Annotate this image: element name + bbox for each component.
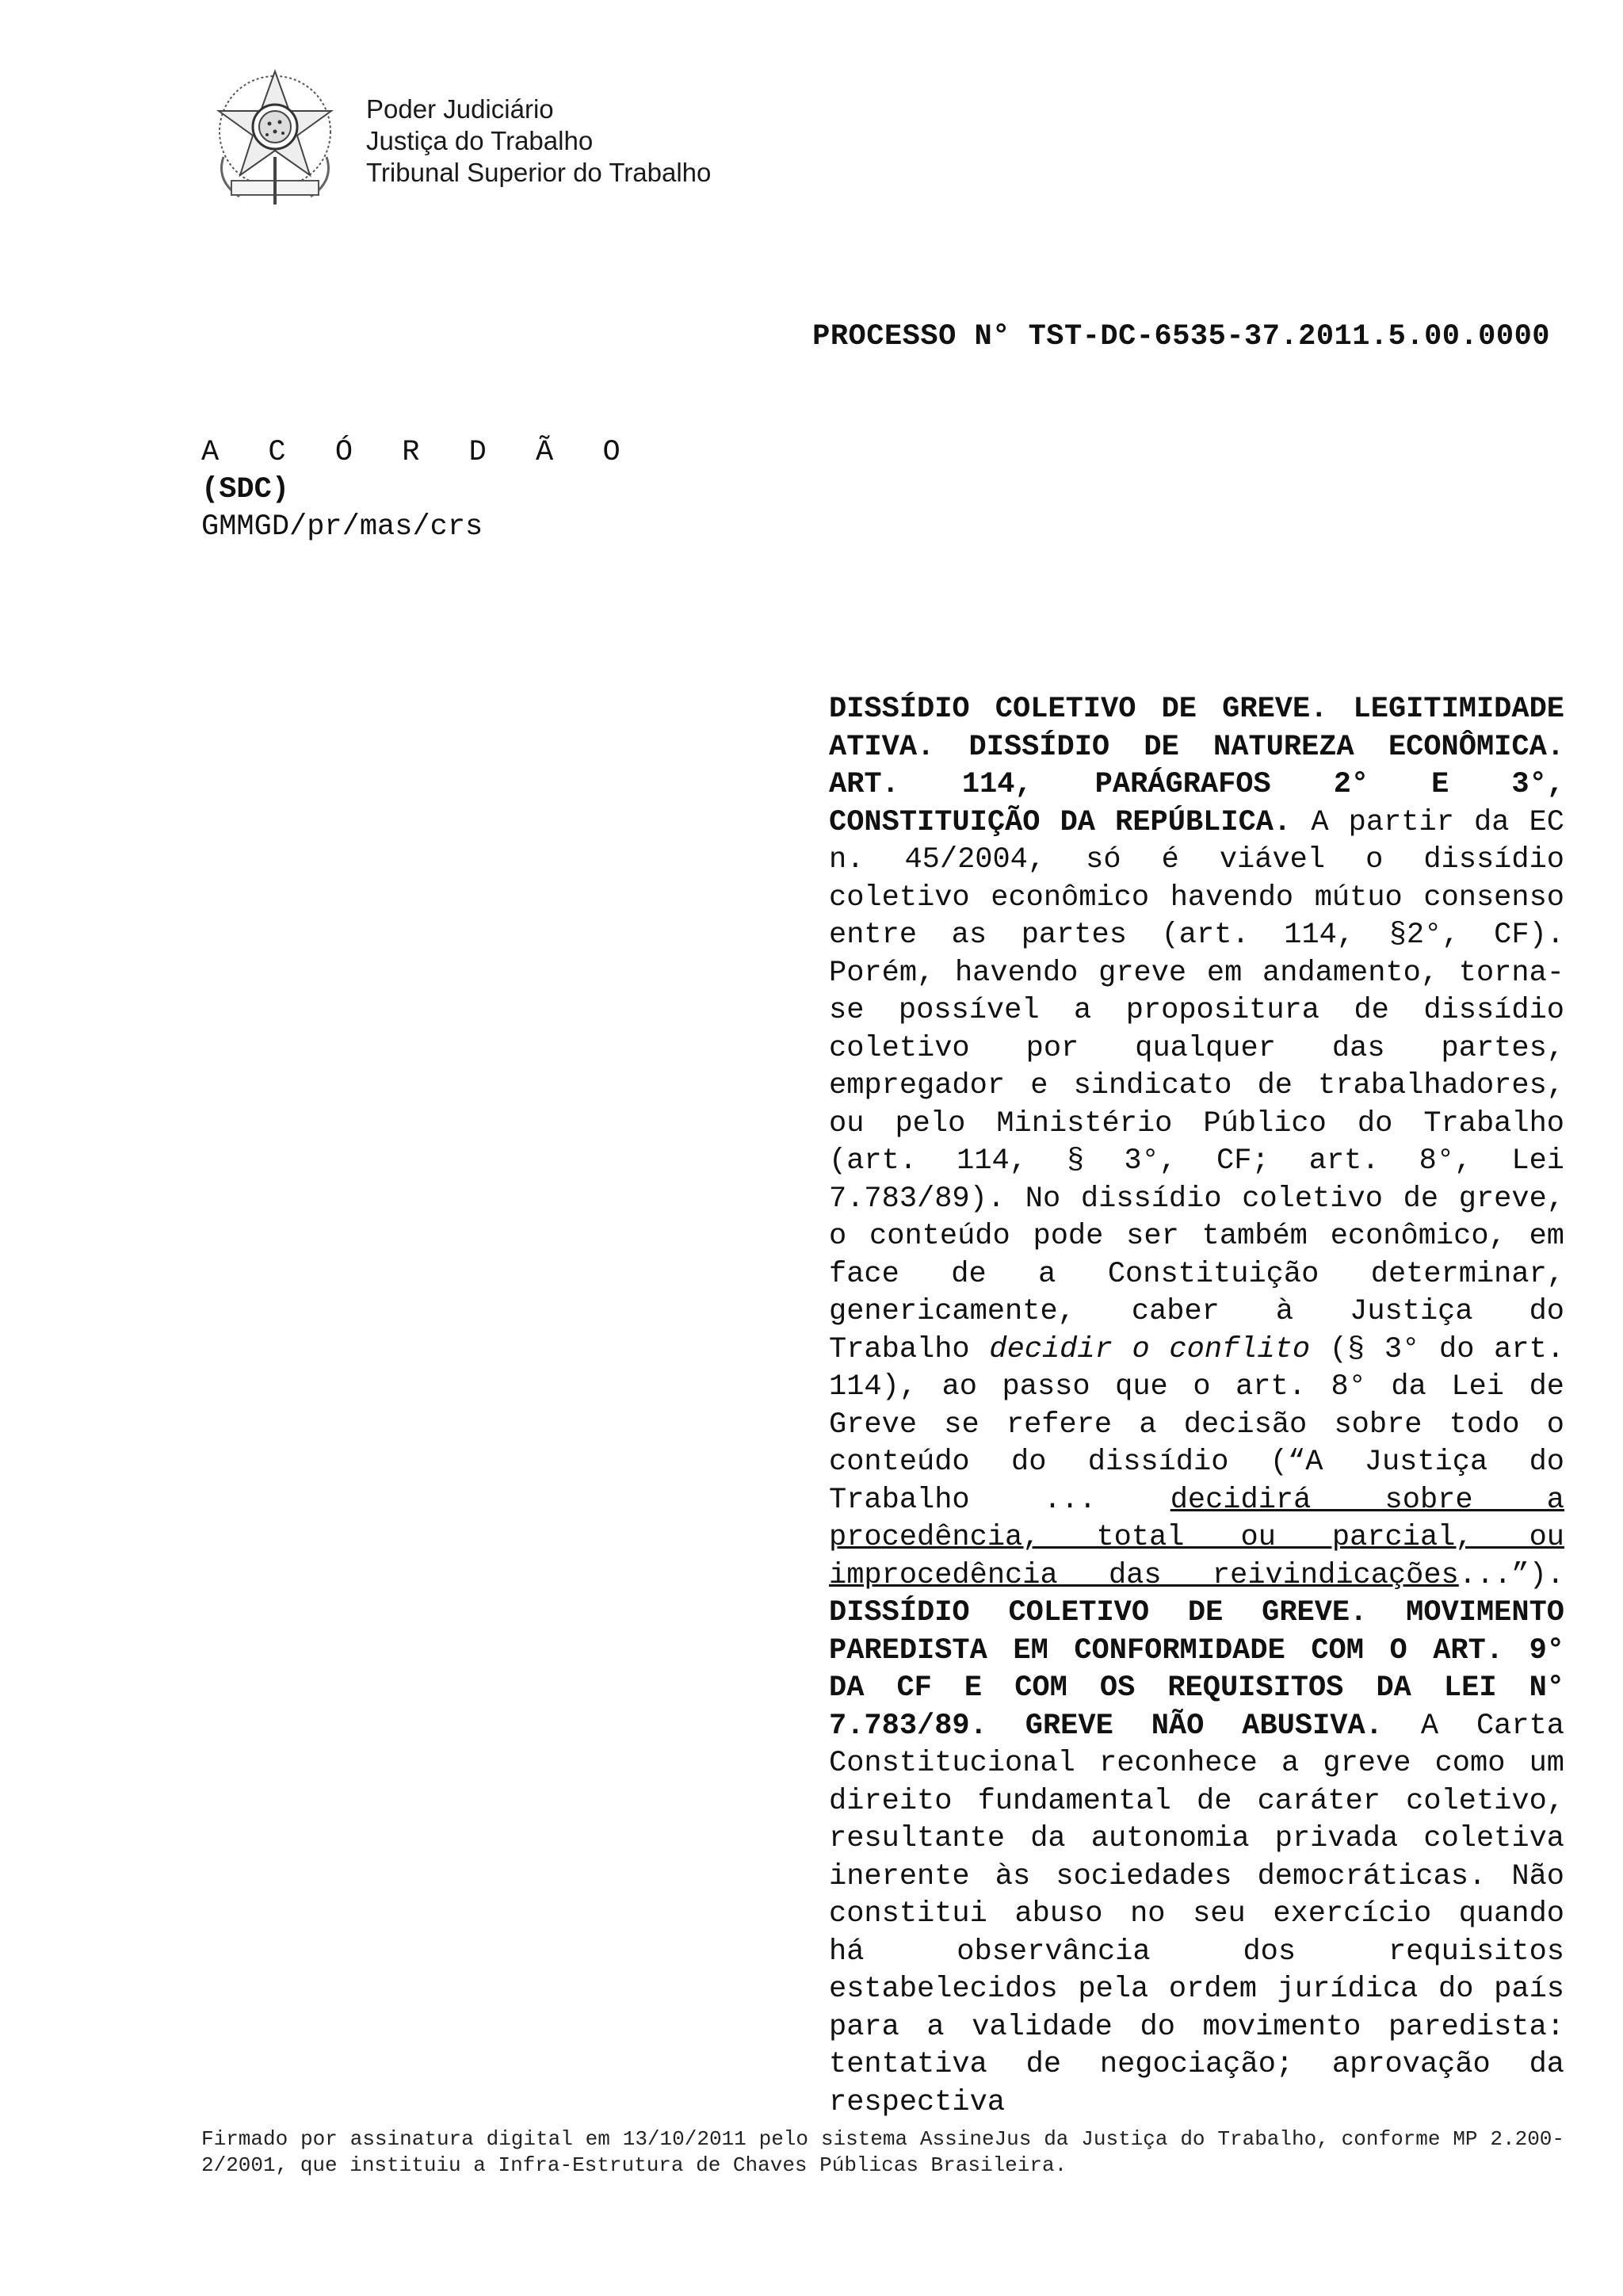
digital-signature-footer: Firmado por assinatura digital em 13/10/2011 pelo sistema AssineJus da Justiça do Trabalho, conforme MP 2.200-2/2001, que instituiu a Infra-Estrutura de Chaves Públicas Brasileira. — [201, 2127, 1564, 2177]
ementa-p1-underline: decidirá sobre a procedência, total ou parcial, ou improcedência das reivindicações — [829, 1483, 1564, 1592]
coat-of-arms-icon — [200, 62, 350, 212]
reference-code: GMMGD/pr/mas/crs — [201, 510, 483, 544]
org-line-3: Tribunal Superior do Trabalho — [366, 158, 712, 187]
org-line-2: Justiça do Trabalho — [366, 126, 594, 155]
ementa-p1-heading: DISSÍDIO COLETIVO DE GREVE. LEGITIMIDADE ATIVA. DISSÍDIO DE NATUREZA ECONÔMICA. ART. 114, PARÁGRAFOS 2° E 3°, CONSTITUIÇÃO DA REPÚBLICA. — [829, 693, 1564, 839]
org-line-1: Poder Judiciário — [366, 94, 554, 124]
organization-name — [366, 94, 711, 189]
ementa-p2-heading: DISSÍDIO COLETIVO DE GREVE. MOVIMENTO PAREDISTA EM CONFORMIDADE COM O ART. 9° DA CF E COM OS REQUISITOS DA LEI N° 7.783/89. GREVE NÃO ABUSIVA. — [829, 1596, 1564, 1743]
ementa-p1-text-a: A partir da EC n. 45/2004, só é viável o dissídio coletivo econômico havendo mútuo consenso entre as partes (art. 114, §2°, CF). Porém, havendo greve em andamento, torna-se possível a propositura de dissídio coletivo por qualquer das partes, empregador e sindicato de trabalhadores, ou pelo Ministério Público do Trabalho (art. 114, § 3°, CF; art. 8°, Lei 7.783/89). No dissídio coletivo de greve, o conteúdo pode ser também econômico, em face de a Constituição determinar, genericamente, caber à Justiça do Trabalho — [829, 805, 1565, 1366]
acordao-title: A C Ó R D Ã O — [201, 436, 636, 469]
ementa-p1-text-b: (§ 3° do art. 114), ao passo que o art. 8° da Lei de Greve se refere a decisão sobre todo o conteúdo do dissídio (“A Justiça do Trabalho ... — [829, 1332, 1564, 1517]
process-number: PROCESSO N° TST-DC-6535-37.2011.5.00.0000 — [812, 320, 1550, 353]
ementa-p1-text-c: ...”). — [1458, 1558, 1564, 1592]
ementa-p2-text: A Carta Constitucional reconhece a greve como um direito fundamental de caráter coletivo, resultante da autonomia privada coletiva inerente às sociedades democráticas. Não constitui abuso no seu exercício quando há observância dos requisitos estabelecidos pela ordem jurídica do país para a validade do movimento paredista: tentativa de negociação; aprovação da respectiva — [829, 1709, 1564, 2119]
acordao-heading — [201, 434, 636, 546]
section-code: (SDC) — [201, 473, 290, 506]
ementa-p1-italic: decidir o conflito — [989, 1332, 1311, 1366]
letterhead — [200, 62, 913, 212]
ementa-text — [829, 691, 1564, 2122]
